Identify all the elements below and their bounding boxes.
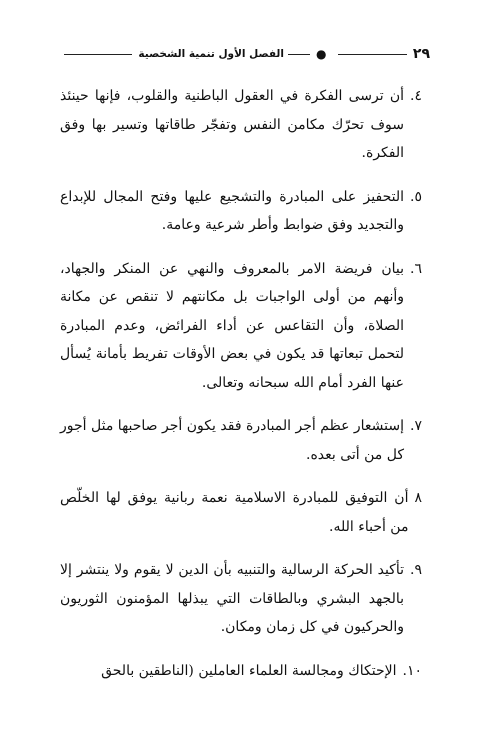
page-number: ٢٩: [412, 46, 430, 62]
item-number: ٤.: [410, 88, 422, 104]
running-header: [58, 44, 430, 64]
item-text: بيان فريضة الامر بالمعروف والنهي عن المنكر والجهاد، وأنهم من أولى الواجبات بل مكانتهم لا تنقص عن مكانة الصلاة، وأن التقاعس عن أداء الفرائض، وعدم المبادرة لتحمل تبعاتها قد يكون في بعض الأوقات تفريط بأمانة يُسأل عنها الفرد أمام الله سبحانه وتعالى.: [60, 260, 405, 391]
list-item: [60, 657, 422, 686]
list-item: [60, 484, 422, 541]
item-text: أن ترسى الفكرة في العقول الباطنية والقلوب، فإنها حينئذ سوف تحرّك مكامن النفس وتفجّر طاقاتها وتسير بها وفق الفكرة.: [60, 88, 405, 161]
item-number: ٩.: [410, 562, 422, 578]
list-item: [60, 556, 422, 642]
list-item: [60, 255, 422, 398]
item-text: الإحتكاك ومجالسة العلماء العاملين (الناطقين بالحق: [101, 662, 397, 679]
item-text: أن التوفيق للمبادرة الاسلامية نعمة ربانية يوفق لها الخلّص من أحباء الله.: [60, 490, 409, 535]
item-number: ١٠.: [402, 662, 422, 679]
header-rule-right: [64, 54, 132, 55]
item-text: التحفيز على المبادرة والتشجيع عليها وفتح المجال للإبداع والتجديد وفق ضوابط وأطر شرعية وعامة.: [60, 188, 405, 233]
header-bullet-icon: ●: [315, 47, 327, 61]
chapter-title: الفصل الأول تنمية الشخصية: [138, 48, 284, 60]
item-number: ٥.: [410, 188, 422, 205]
item-text: تأكيد الحركة الرسالية والتنبيه بأن الدين لا يقوم ولا ينتشر إلا بالجهد البشري وبالطاقات التي يبذلها المؤمنون الثوريون والحركيون في كل زمان ومكان.: [60, 562, 405, 635]
item-number: ٧.: [410, 418, 422, 434]
list-item: [60, 82, 422, 168]
numbered-list: [60, 82, 422, 700]
list-item: [60, 412, 422, 469]
item-number: ٨: [414, 490, 422, 506]
header-rule-left: [338, 54, 406, 55]
item-number: ٦.: [410, 260, 422, 277]
header-rule-short: [288, 54, 310, 55]
list-item: [60, 183, 422, 240]
item-text: إستشعار عظم أجر المبادرة فقد يكون أجر صاحبها مثل أجور كل من أتى بعده.: [60, 418, 405, 463]
